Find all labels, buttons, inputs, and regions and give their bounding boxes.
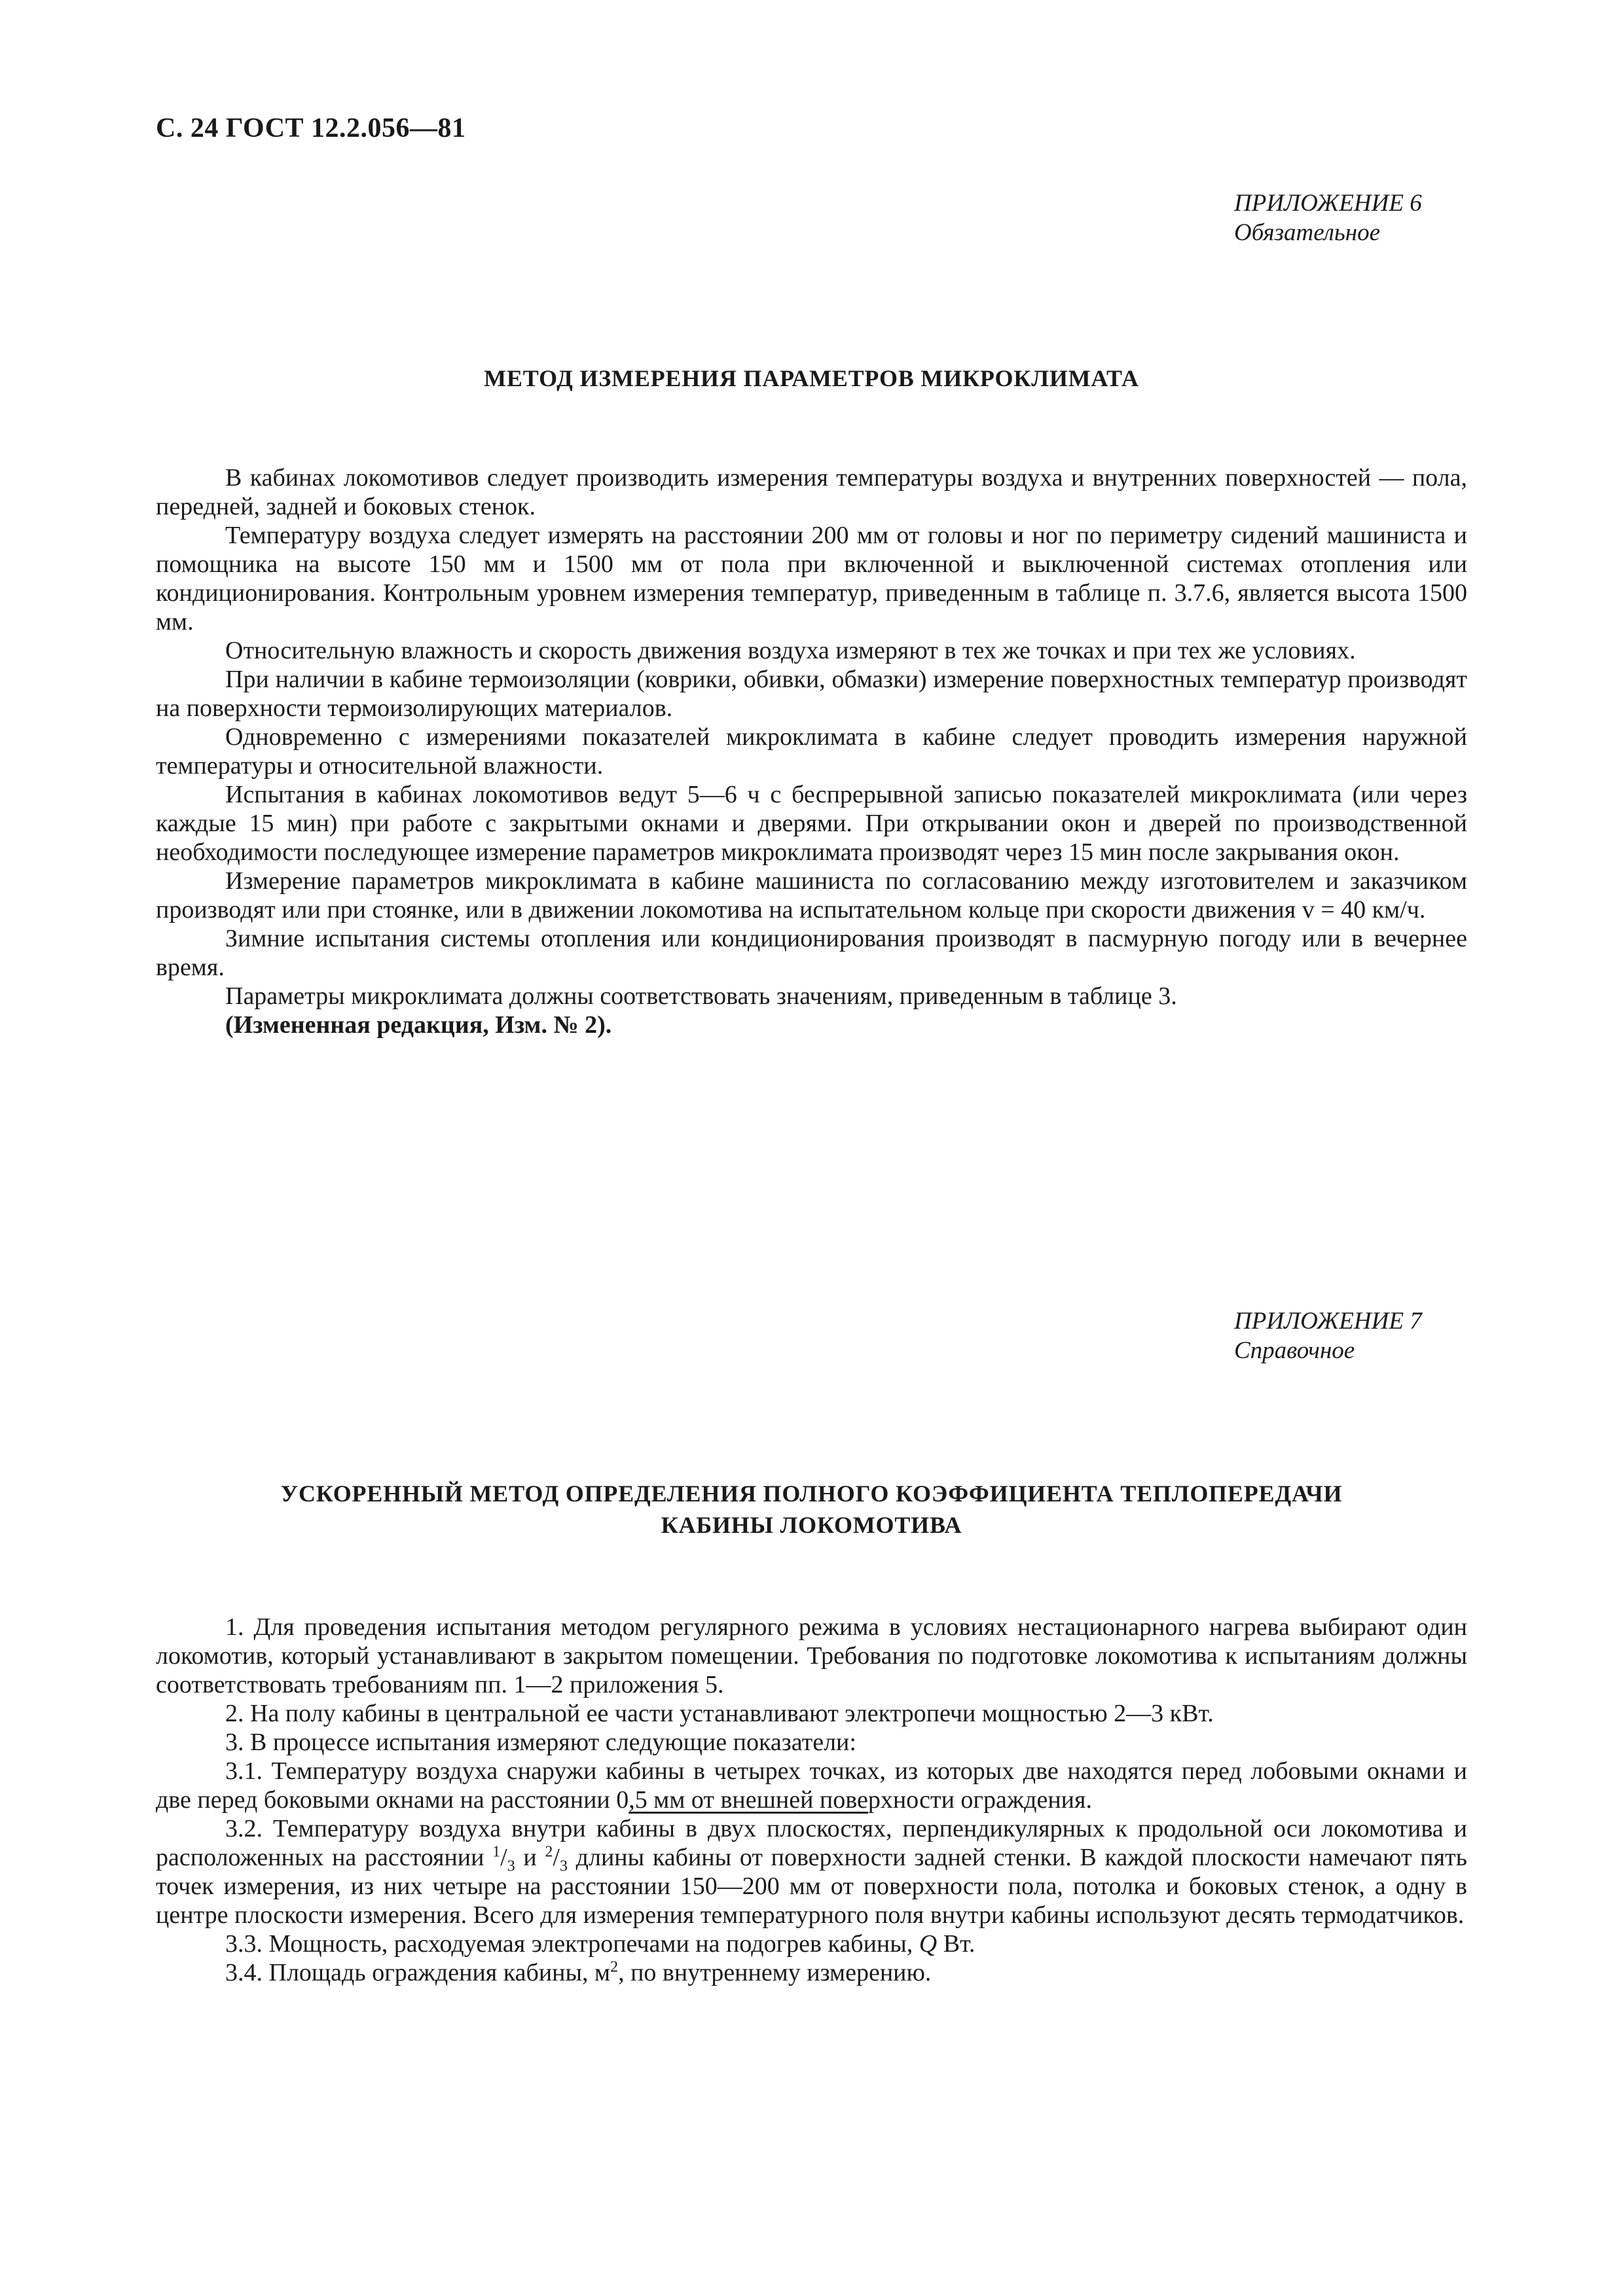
p33-text-b: Вт. (937, 1930, 976, 1958)
paragraph-3-3 (156, 1929, 1467, 1958)
fraction-2-numerator: 2 (545, 1843, 553, 1861)
p31-underlined: ,5 мм от внешней пове (629, 1786, 868, 1814)
p31-text-a: 3.1. Температуру воздуха снаружи кабины в четырех точках, из которых две находятся перед лобовыми окнами и две перед боковыми окнами на расстоянии 0 (156, 1757, 1467, 1814)
paragraph: В кабинах локомотивов следует производить измерения температуры воздуха и внутренних поверхностей — пола, передней, задней и боковых стенок. (156, 464, 1467, 520)
appendix-6-title: МЕТОД ИЗМЕРЕНИЯ ПАРАМЕТРОВ МИКРОКЛИМАТА (484, 365, 1139, 391)
fraction-1-denominator: 3 (507, 1857, 515, 1875)
p31-text-b: рхности ограждения. (867, 1786, 1092, 1814)
p32-text-a: 3.2. Температуру воздуха внутри кабины в двух плоскостях, перпендикулярных к продольной оси локомотива и расположенных на расстоянии (156, 1815, 1467, 1871)
paragraph: Зимние испытания системы отопления или кондиционирования производят в пасмурную погоду или в вечернее время. (156, 925, 1467, 981)
appendix-7-title (156, 1478, 1467, 1541)
appendix-7-label (1234, 1306, 1422, 1365)
p32-and: и (515, 1844, 545, 1871)
q-symbol: Q (919, 1930, 938, 1958)
paragraph-3: 3. В процессе испытания измеряют следующие показатели: (225, 1729, 856, 1756)
fraction-2-denominator: 3 (559, 1857, 568, 1875)
paragraph-3-2: 3.2. Температуру воздуха внутри кабины в двух плоскостях, перпендикулярных к продольной оси локомотива и расположенных на расстоянии $^1/_3$ и $^2/_3$ длины кабины от поверхности задней стенки. В каждой плоскости намечают пять точек измерения, из них четыре на расстоянии 150—200 мм от поверхности пола, потолка и боковых стенок, а одну в центре плоскости измерения. Всего для измерения температурного поля внутри кабины используют десять термодатчиков. (156, 1815, 1467, 1929)
appendix-7-title-line-2: КАБИНЫ ЛОКОМОТИВА (661, 1512, 962, 1538)
paragraph-1: 1. Для проведения испытания методом регулярного режима в условиях нестационарного нагрева выбирают один локомотив, который устанавливают в закрытом помещении. Требования по подготовке локомотива к испытаниям должны соответствовать требованиям пп. 1—2 приложения 5. (156, 1613, 1467, 1698)
paragraph: Испытания в кабинах локомотивов ведут 5—6 ч с беспрерывной записью показателей микроклимата (или через каждые 15 мин) при работе с закрытыми окнами и дверями. При открывании окон и дверей по производственной необходимости последующее измерение параметров микроклимата производят через 15 мин после закрывания окон. (156, 781, 1467, 866)
paragraph: Параметры микроклимата должны соответствовать значениям, приведенным в таблице 3. (225, 982, 1177, 1010)
page-header: С. 24 ГОСТ 12.2.056—81 (156, 113, 466, 143)
p32-text-b: длины кабины от поверхности задней стенки. В каждой плоскости намечают пять точек измерения, из них четыре на расстоянии 150—200 мм от поверхности пола, потолка и боковых стенок, а одну в центре плоскости измерения. Всего для измерения температурного поля внутри кабины используют десять термодатчиков. (156, 1844, 1467, 1929)
appendix-6-status: Обязательное (1234, 219, 1381, 246)
p34-text-b: , по внутреннему измерению. (618, 1959, 932, 1986)
paragraph: При наличии в кабине термоизоляции (коврики, обивки, обмазки) измерение поверхностных температур производят на поверхности термоизолирующих материалов. (156, 666, 1467, 722)
paragraph-2: 2. На полу кабины в центральной ее части устанавливают электропечи мощностью 2—3 кВт. (225, 1700, 1214, 1727)
appendix-7-number: ПРИЛОЖЕНИЕ 7 (1234, 1308, 1422, 1335)
squared-superscript: 2 (610, 1958, 619, 1976)
paragraph: Относительную влажность и скорость движения воздуха измеряют в тех же точках и при тех же условиях. (225, 637, 1356, 664)
amendment-note: (Измененная редакция, Изм. № 2). (225, 1011, 612, 1039)
appendix-7-status: Справочное (1234, 1337, 1355, 1364)
appendix-6-number: ПРИЛОЖЕНИЕ 6 (1234, 190, 1422, 217)
paragraph: Одновременно с измерениями показателей микроклимата в кабине следует проводить измерения наружной температуры и относительной влажности. (156, 723, 1467, 780)
appendix-6-label (1234, 188, 1422, 247)
paragraph-3-1 (156, 1757, 1467, 1814)
appendix-6-body (156, 463, 1467, 1039)
p33-text-a: 3.3. Мощность, расходуемая электропечами на подогрев кабины, (225, 1930, 919, 1958)
paragraph: Температуру воздуха следует измерять на расстоянии 200 мм от головы и ног по периметру сидений машиниста и помощника на высоте 150 мм и 1500 мм от пола при включенной и выключенной системах отопления или кондиционирования. Контрольным уровнем измерения температур, приведенным в таблице п. 3.7.6, является высота 1500 мм. (156, 522, 1467, 636)
appendix-7-body (156, 1613, 1467, 1987)
paragraph-3-4 (156, 1958, 1467, 1987)
paragraph: Измерение параметров микроклимата в кабине машиниста по согласованию между изготовителем и заказчиком производят или при стоянке, или в движении локомотива на испытательном кольце при скорости движения v = 40 км/ч. (156, 867, 1467, 924)
fraction-1-numerator: 1 (492, 1843, 501, 1861)
p34-text-a: 3.4. Площадь ограждения кабины, м (225, 1959, 611, 1986)
appendix-7-title-line-1: УСКОРЕННЫЙ МЕТОД ОПРЕДЕЛЕНИЯ ПОЛНОГО КОЭФФИЦИЕНТА ТЕПЛОПЕРЕДАЧИ (280, 1480, 1343, 1507)
